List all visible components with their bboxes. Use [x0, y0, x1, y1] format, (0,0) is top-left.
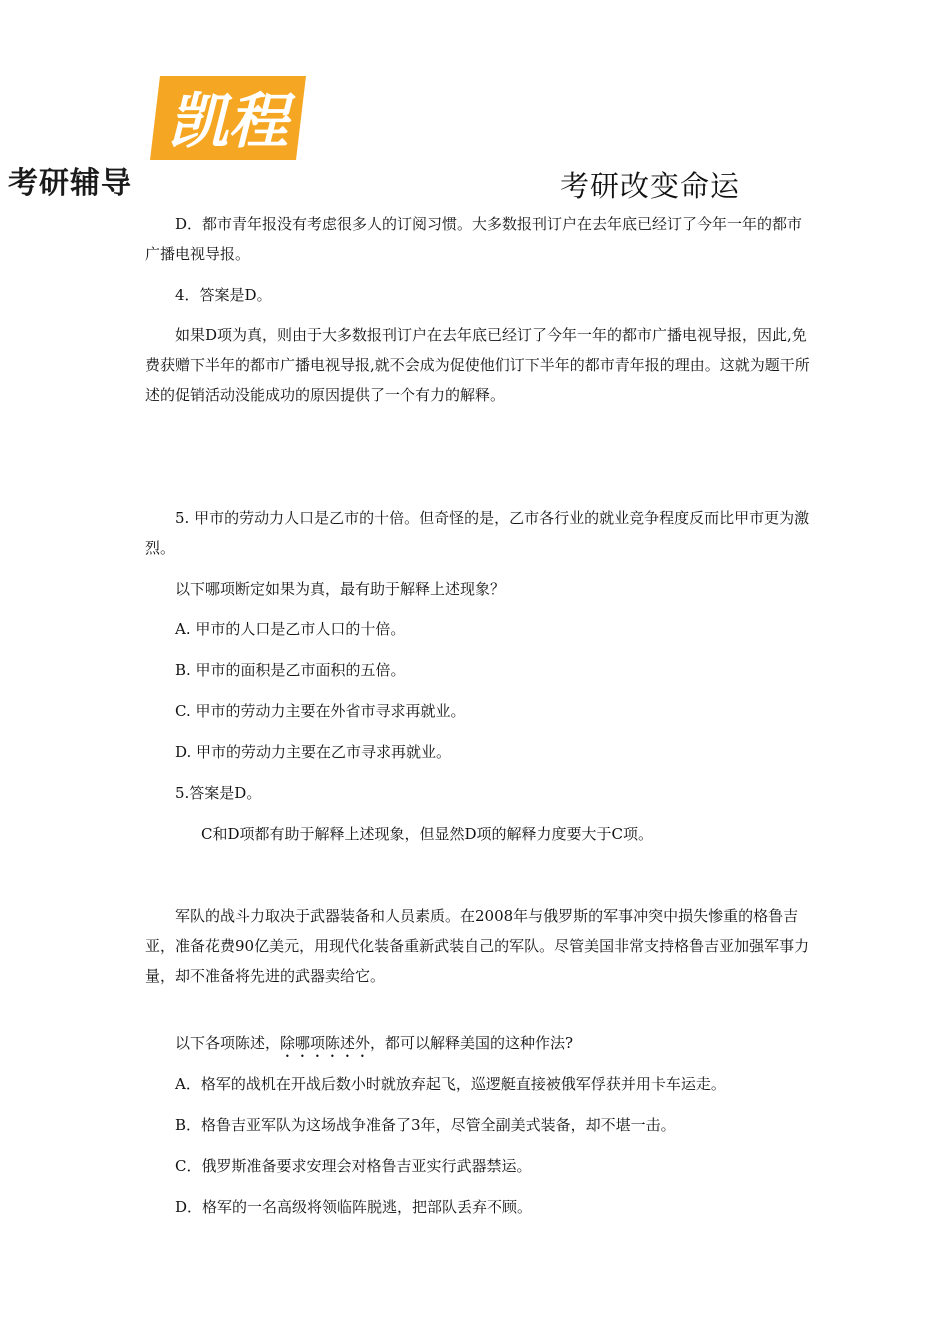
q6-question-post: ，都可以解释美国的这种作法?	[370, 1034, 574, 1052]
logo-text: 凯程	[168, 87, 288, 157]
q5-answer: 5.答案是D。	[175, 784, 262, 802]
q5-option-d: D. 甲市的劳动力主要在乙市寻求再就业。	[175, 743, 452, 761]
q6-option-b: B．格鲁吉亚军队为这场战争准备了3年，尽管全副美式装备，却不堪一击。	[175, 1116, 676, 1134]
logo	[150, 76, 306, 196]
q5-option-a: A. 甲市的人口是乙市人口的十倍。	[175, 620, 406, 638]
q5-explanation: C和D项都有助于解释上述现象，但显然D项的解释力度要大于C项。	[201, 825, 654, 843]
q6-option-d: D．格军的一名高级将领临阵脱逃，把部队丢弃不顾。	[175, 1198, 533, 1216]
q6-option-a: A．格军的战机在开战后数小时就放弃起飞，巡逻艇直接被俄军俘获并用卡车运走。	[175, 1075, 726, 1093]
logo-mark	[150, 76, 306, 160]
q5-option-b: B. 甲市的面积是乙市面积的五倍。	[175, 661, 406, 679]
q6-question-pre: 以下各项陈述，	[175, 1034, 281, 1052]
q6-option-c: C．俄罗斯准备要求安理会对格鲁吉亚实行武器禁运。	[175, 1157, 532, 1175]
q6-question	[145, 1028, 810, 1061]
q5-stem: 5. 甲市的劳动力人口是乙市的十倍。但奇怪的是，乙市各行业的就业竞争程度反而比甲市更为激烈。	[145, 509, 810, 557]
logo-subtitle: 考研辅导	[8, 166, 132, 201]
q5-option-c: C. 甲市的劳动力主要在外省市寻求再就业。	[175, 702, 466, 720]
q6-question-emphasis: 除哪项陈述外	[280, 1034, 371, 1052]
q6-stem: 军队的战斗力取决于武器装备和人员素质。在2008年与俄罗斯的军事冲突中损失惨重的格鲁吉亚，准备花费90亿美元，用现代化装备重新武装自己的军队。尽管美国非常支持格鲁吉亚加强军事力量，却不准备将先进的武器卖给它。	[145, 907, 810, 985]
slogan: 考研改变命运	[560, 169, 741, 203]
q4-option-d: D．都市青年报没有考虑很多人的订阅习惯。大多数报刊订户在去年底已经订了今年一年的都市广播电视导报。	[145, 215, 803, 263]
q4-explanation: 如果D项为真，则由于大多数报刊订户在去年底已经订了今年一年的都市广播电视导报，因此,免费获赠下半年的都市广播电视导报,就不会成为促使他们订下半年的都市青年报的理由。这就为题干所述的促销活动没能成功的原因提供了一个有力的解释。	[145, 326, 810, 404]
q5-question: 以下哪项断定如果为真，最有助于解释上述现象？	[175, 580, 506, 598]
q4-answer: 4．答案是D。	[175, 286, 272, 304]
